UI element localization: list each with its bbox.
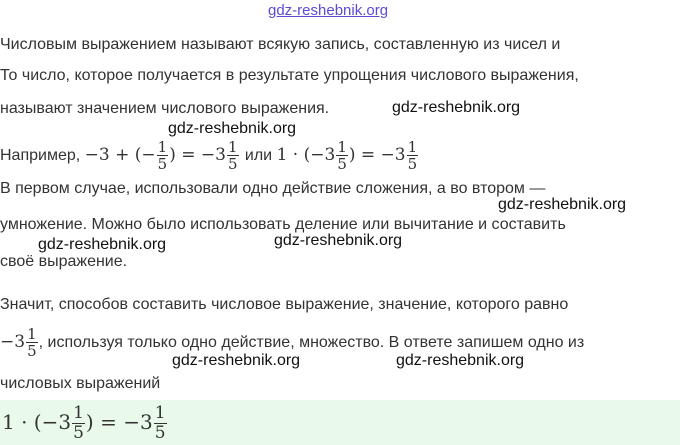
expr-part: ) = −3	[348, 145, 406, 165]
expr-part: −3 + (−	[84, 145, 156, 165]
watermark-top[interactable]: gdz-reshebnik.org	[268, 2, 389, 19]
fraction-numerator: 1	[227, 138, 238, 156]
value-expression	[0, 325, 39, 360]
expr-part: 1 · (−3	[276, 145, 336, 165]
watermark: gdz-reshebnik.org	[392, 99, 521, 116]
text-line-1: Числовым выражением называют всякую запись, составленную из чисел и	[0, 36, 561, 53]
text-line-7: своё выражение.	[0, 253, 128, 270]
fraction	[227, 139, 239, 172]
expr-part: ) = −3	[85, 410, 153, 434]
expression-1	[84, 138, 245, 173]
watermark: gdz-reshebnik.org	[498, 196, 627, 213]
fraction-denominator: 5	[27, 342, 37, 360]
watermark: gdz-reshebnik.org	[172, 352, 301, 369]
answer-box	[0, 400, 680, 445]
expr-part: −3	[0, 332, 26, 352]
fraction	[157, 139, 169, 172]
text-line-9-rest: , используя только одно действие, множество. В ответе запишем одно из	[38, 334, 585, 351]
fraction	[26, 326, 38, 359]
fraction	[72, 404, 85, 443]
fraction-denominator: 5	[73, 423, 84, 443]
fraction-numerator: 1	[73, 403, 84, 423]
fraction-numerator: 1	[407, 138, 418, 156]
expr-part: 1 · (−3	[2, 410, 72, 434]
fraction-numerator: 1	[337, 138, 347, 156]
fraction-denominator: 5	[157, 155, 168, 173]
fraction	[407, 139, 419, 172]
text-line-8: Значит, способов составить числовое выражение, значение, которого равно	[0, 296, 569, 313]
answer-expression	[2, 402, 168, 443]
text-line-10: числовых выражений	[0, 375, 161, 392]
fraction-denominator: 5	[154, 423, 166, 443]
expression-2	[276, 138, 420, 173]
example-or: или	[244, 147, 273, 164]
example-prefix: Например,	[0, 147, 81, 164]
expr-part: ) = −3	[169, 145, 226, 165]
fraction	[154, 404, 167, 443]
fraction-denominator: 5	[227, 155, 238, 173]
fraction-numerator: 1	[157, 138, 168, 156]
fraction-denominator: 5	[337, 155, 347, 173]
fraction-denominator: 5	[407, 155, 418, 173]
text-line-2: То число, которое получается в результате упрощения числового выражения,	[0, 67, 579, 84]
watermark: gdz-reshebnik.org	[274, 232, 403, 249]
text-line-5: В первом случае, использовали одно действие сложения, а во втором —	[0, 180, 546, 197]
fraction	[336, 139, 348, 172]
fraction-numerator: 1	[27, 325, 37, 343]
example-line	[0, 138, 419, 173]
watermark: gdz-reshebnik.org	[396, 352, 525, 369]
watermark: gdz-reshebnik.org	[38, 236, 167, 253]
text-line-6: умножение. Можно было использовать деление или вычитание и составить	[0, 216, 566, 233]
text-line-3: называют значением числового выражения.	[0, 100, 330, 117]
fraction-numerator: 1	[154, 403, 166, 423]
watermark: gdz-reshebnik.org	[168, 120, 297, 137]
